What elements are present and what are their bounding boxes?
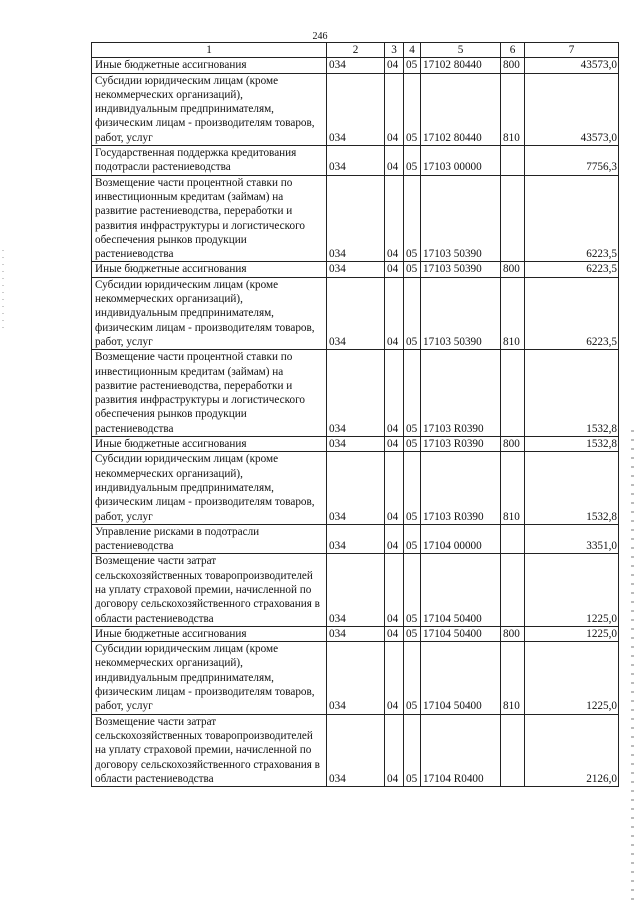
amount: 1532,8 <box>525 350 619 437</box>
table-row <box>92 642 619 714</box>
expense-type-code <box>501 146 525 176</box>
subsection-code: 05 <box>404 277 421 349</box>
subsection-code: 05 <box>404 146 421 176</box>
amount: 6223,5 <box>525 262 619 277</box>
table-row <box>92 175 619 262</box>
section-code: 04 <box>385 626 404 641</box>
table-row <box>92 262 619 277</box>
column-header: 4 <box>404 43 421 58</box>
table-row <box>92 452 619 524</box>
row-name: Иные бюджетные ассигнования <box>92 58 327 73</box>
amount: 6223,5 <box>525 277 619 349</box>
admin-code: 034 <box>327 58 385 73</box>
table-row <box>92 524 619 554</box>
section-code: 04 <box>385 714 404 786</box>
admin-code: 034 <box>327 452 385 524</box>
amount: 1225,0 <box>525 626 619 641</box>
expense-type-code: 800 <box>501 58 525 73</box>
column-header: 1 <box>92 43 327 58</box>
row-name: Управление рисками в подотрасли растениеводства <box>92 524 327 554</box>
admin-code: 034 <box>327 714 385 786</box>
expense-type-code <box>501 714 525 786</box>
section-code: 04 <box>385 452 404 524</box>
section-code: 04 <box>385 262 404 277</box>
target-article-code: 17104 00000 <box>421 524 501 554</box>
section-code: 04 <box>385 277 404 349</box>
amount: 6223,5 <box>525 175 619 262</box>
scan-artifact <box>2 250 4 330</box>
column-header: 7 <box>525 43 619 58</box>
column-header: 2 <box>327 43 385 58</box>
admin-code: 034 <box>327 642 385 714</box>
target-article-code: 17104 50400 <box>421 554 501 626</box>
admin-code: 034 <box>327 437 385 452</box>
target-article-code: 17103 R0390 <box>421 452 501 524</box>
expense-type-code: 800 <box>501 437 525 452</box>
target-article-code: 17104 50400 <box>421 642 501 714</box>
target-article-code: 17103 R0390 <box>421 350 501 437</box>
subsection-code: 05 <box>404 262 421 277</box>
row-name: Возмещение части процентной ставки по инвестиционным кредитам (займам) на развитие растениеводства, переработки и развития инфраструктуры и логистического обеспечения рынков продукции растениеводства <box>92 175 327 262</box>
expense-type-code: 810 <box>501 73 525 145</box>
table-row <box>92 350 619 437</box>
expense-type-code <box>501 554 525 626</box>
subsection-code: 05 <box>404 350 421 437</box>
amount: 43573,0 <box>525 73 619 145</box>
target-article-code: 17103 00000 <box>421 146 501 176</box>
row-name: Субсидии юридическим лицам (кроме некоммерческих организаций), индивидуальным предпринимателям, физическим лицам - производителям товаров, работ, услуг <box>92 642 327 714</box>
subsection-code: 05 <box>404 642 421 714</box>
target-article-code: 17103 50390 <box>421 262 501 277</box>
target-article-code: 17103 50390 <box>421 277 501 349</box>
amount: 3351,0 <box>525 524 619 554</box>
expense-type-code: 800 <box>501 626 525 641</box>
subsection-code: 05 <box>404 73 421 145</box>
amount: 1225,0 <box>525 642 619 714</box>
admin-code: 034 <box>327 554 385 626</box>
expense-type-code: 800 <box>501 262 525 277</box>
admin-code: 034 <box>327 175 385 262</box>
target-article-code: 17103 R0390 <box>421 437 501 452</box>
column-header: 3 <box>385 43 404 58</box>
table-header-row <box>92 43 619 58</box>
page-number: 246 <box>312 31 328 42</box>
row-name: Иные бюджетные ассигнования <box>92 626 327 641</box>
section-code: 04 <box>385 524 404 554</box>
expense-type-code: 810 <box>501 277 525 349</box>
subsection-code: 05 <box>404 524 421 554</box>
section-code: 04 <box>385 73 404 145</box>
target-article-code: 17102 80440 <box>421 58 501 73</box>
row-name: Субсидии юридическим лицам (кроме некоммерческих организаций), индивидуальным предпринимателям, физическим лицам - производителям товаров, работ, услуг <box>92 277 327 349</box>
amount: 1532,8 <box>525 452 619 524</box>
admin-code: 034 <box>327 277 385 349</box>
scan-artifact <box>631 430 634 900</box>
section-code: 04 <box>385 554 404 626</box>
column-header: 6 <box>501 43 525 58</box>
section-code: 04 <box>385 58 404 73</box>
section-code: 04 <box>385 437 404 452</box>
row-name: Субсидии юридическим лицам (кроме некоммерческих организаций), индивидуальным предпринимателям, физическим лицам - производителям товаров, работ, услуг <box>92 452 327 524</box>
row-name: Государственная поддержка кредитования подотрасли растениеводства <box>92 146 327 176</box>
section-code: 04 <box>385 350 404 437</box>
table-row <box>92 73 619 145</box>
table-row <box>92 554 619 626</box>
section-code: 04 <box>385 146 404 176</box>
amount: 2126,0 <box>525 714 619 786</box>
subsection-code: 05 <box>404 554 421 626</box>
table-row <box>92 277 619 349</box>
target-article-code: 17102 80440 <box>421 73 501 145</box>
subsection-code: 05 <box>404 452 421 524</box>
subsection-code: 05 <box>404 714 421 786</box>
amount: 7756,3 <box>525 146 619 176</box>
admin-code: 034 <box>327 350 385 437</box>
admin-code: 034 <box>327 262 385 277</box>
amount: 43573,0 <box>525 58 619 73</box>
row-name: Возмещение части затрат сельскохозяйственных товаропроизводителей на уплату страховой премии, начисленной по договору сельскохозяйственного страхования в области растениеводства <box>92 554 327 626</box>
row-name: Иные бюджетные ассигнования <box>92 437 327 452</box>
section-code: 04 <box>385 175 404 262</box>
target-article-code: 17104 50400 <box>421 626 501 641</box>
amount: 1532,8 <box>525 437 619 452</box>
target-article-code: 17103 50390 <box>421 175 501 262</box>
table-row <box>92 626 619 641</box>
admin-code: 034 <box>327 524 385 554</box>
amount: 1225,0 <box>525 554 619 626</box>
subsection-code: 05 <box>404 626 421 641</box>
table-row <box>92 146 619 176</box>
subsection-code: 05 <box>404 175 421 262</box>
subsection-code: 05 <box>404 437 421 452</box>
row-name: Субсидии юридическим лицам (кроме некоммерческих организаций), индивидуальным предпринимателям, физическим лицам - производителям товаров, работ, услуг <box>92 73 327 145</box>
subsection-code: 05 <box>404 58 421 73</box>
section-code: 04 <box>385 642 404 714</box>
row-name: Возмещение части затрат сельскохозяйственных товаропроизводителей на уплату страховой премии, начисленной по договору сельскохозяйственного страхования в области растениеводства <box>92 714 327 786</box>
admin-code: 034 <box>327 146 385 176</box>
table-row <box>92 714 619 786</box>
column-header: 5 <box>421 43 501 58</box>
expense-type-code <box>501 524 525 554</box>
table-row <box>92 437 619 452</box>
admin-code: 034 <box>327 626 385 641</box>
expense-type-code <box>501 175 525 262</box>
expense-type-code: 810 <box>501 452 525 524</box>
row-name: Возмещение части процентной ставки по инвестиционным кредитам (займам) на развитие растениеводства, переработки и развития инфраструктуры и логистического обеспечения рынков продукции растениеводства <box>92 350 327 437</box>
row-name: Иные бюджетные ассигнования <box>92 262 327 277</box>
budget-table <box>91 42 619 787</box>
admin-code: 034 <box>327 73 385 145</box>
expense-type-code <box>501 350 525 437</box>
expense-type-code: 810 <box>501 642 525 714</box>
target-article-code: 17104 R0400 <box>421 714 501 786</box>
table-row <box>92 58 619 73</box>
